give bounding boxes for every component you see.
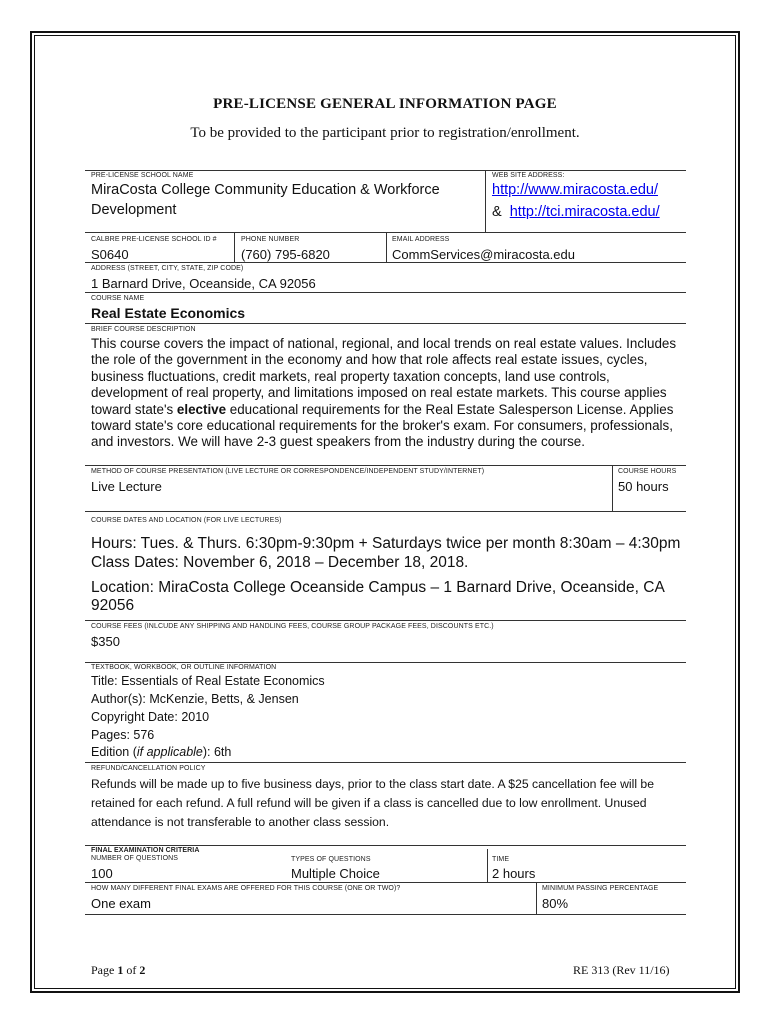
divider xyxy=(85,845,686,846)
divider xyxy=(85,762,686,763)
exam-pass-label: MINIMUM PASSING PERCENTAGE xyxy=(542,885,659,892)
divider xyxy=(85,262,686,263)
page-current: 1 xyxy=(117,963,124,977)
page-title: PRE-LICENSE GENERAL INFORMATION PAGE xyxy=(213,96,557,112)
course-desc-label: BRIEF COURSE DESCRIPTION xyxy=(91,326,196,333)
course-description xyxy=(91,336,687,451)
desc-emphasis: elective xyxy=(176,401,227,417)
class-location-line2: 92056 xyxy=(91,597,135,614)
website-label: WEB SITE ADDRESS: xyxy=(492,172,565,179)
school-name-line1: MiraCosta College Community Education & Workforce xyxy=(91,182,440,198)
school-id-label: CALBRE PRE-LICENSE SCHOOL ID # xyxy=(91,236,217,243)
website-link-text[interactable]: http://tci.miracosta.edu/ xyxy=(509,204,660,220)
exam-time-label: TIME xyxy=(492,856,510,863)
course-name-value: Real Estate Economics xyxy=(91,305,246,321)
edition-italic: if applicable xyxy=(136,745,203,759)
form-id: RE 313 (Rev 11/16) xyxy=(573,963,670,977)
textbook-pages: Pages: 576 xyxy=(91,728,155,742)
desc-text: educational requirements for the Real Estate Salesperson License. Applies toward state's core educational requirements for the broker's exam. For consumers, professionals, and investors. We will have 2-3 guest speakers from the industry during the course. xyxy=(91,401,674,450)
divider xyxy=(85,882,686,883)
divider xyxy=(485,170,486,232)
refund-policy: Refunds will be made up to five business days, prior to the class start date. A $25 cancellation fee will be retained for each refund. A full refund will be given if a class is cancelled due to low enrollment. Unused attendance is not transferable to another class session. xyxy=(91,777,654,829)
class-location-line1: Location: MiraCosta College Oceanside Campus – 1 Barnard Drive, Oceanside, CA xyxy=(91,579,665,596)
edition-suffix: ): 6th xyxy=(202,745,232,759)
page-number xyxy=(91,963,145,978)
desc-text: This course covers the impact of national, regional, and local trends on real estate values. Includes the role of the government in the economy and how that role affects real estate issues, cycles, business fluctuations, credit markets, real property taxation concepts, land use controls, development of real property, and limitations imposed on real estate markets. This course applies toward state's xyxy=(91,336,677,417)
school-name-line2: Development xyxy=(91,202,177,218)
textbook-edition xyxy=(91,745,231,759)
divider xyxy=(536,882,537,914)
divider xyxy=(386,232,387,262)
textbook-title: Title: Essentials of Real Estate Economics xyxy=(91,674,325,688)
divider xyxy=(85,465,686,466)
edition-prefix: Edition ( xyxy=(91,745,137,759)
divider xyxy=(234,232,235,262)
textbook-authors: Author(s): McKenzie, Betts, & Jensen xyxy=(91,692,299,706)
divider xyxy=(85,511,686,512)
exam-count-value: One exam xyxy=(91,896,151,911)
exam-count-label: HOW MANY DIFFERENT FINAL EXAMS ARE OFFERED FOR THIS COURSE (ONE OR TWO)? xyxy=(91,885,401,892)
divider xyxy=(612,465,613,511)
divider xyxy=(85,292,686,293)
website-link-second[interactable] xyxy=(492,204,660,220)
school-id-value: S0640 xyxy=(91,247,129,262)
hours-value: 50 hours xyxy=(618,479,669,494)
method-value: Live Lecture xyxy=(91,479,162,494)
school-name-label: PRE-LICENSE SCHOOL NAME xyxy=(91,172,194,179)
exam-criteria-label: FINAL EXAMINATION CRITERIA xyxy=(91,847,200,854)
fees-value: $350 xyxy=(91,634,120,649)
divider xyxy=(85,620,686,621)
email-label: EMAIL ADDRESS xyxy=(392,236,450,243)
textbook-copyright: Copyright Date: 2010 xyxy=(91,710,210,724)
address-value: 1 Barnard Drive, Oceanside, CA 92056 xyxy=(91,276,316,291)
textbook-label: TEXTBOOK, WORKBOOK, OR OUTLINE INFORMATION xyxy=(91,664,277,671)
page-total: 2 xyxy=(139,963,146,977)
email-value: CommServices@miracosta.edu xyxy=(392,247,575,262)
course-name-label: COURSE NAME xyxy=(91,295,145,302)
exam-num-value: 100 xyxy=(91,866,113,881)
exam-types-value: Multiple Choice xyxy=(291,866,380,881)
phone-value: (760) 795-6820 xyxy=(241,247,330,262)
exam-types-label: TYPES OF QUESTIONS xyxy=(291,856,371,863)
exam-num-label: NUMBER OF QUESTIONS xyxy=(91,855,179,862)
page-subtitle: To be provided to the participant prior to registration/enrollment. xyxy=(190,125,580,141)
divider xyxy=(85,323,686,324)
divider xyxy=(487,849,488,882)
hours-label: COURSE HOURS xyxy=(618,468,677,475)
divider xyxy=(85,914,686,915)
page-prefix: Page xyxy=(91,963,118,977)
address-label: ADDRESS (STREET, CITY, STATE, ZIP CODE) xyxy=(91,265,244,272)
website-link-text[interactable]: http://www.miracosta.edu/ xyxy=(492,182,659,198)
website-link-main[interactable] xyxy=(492,182,658,198)
divider xyxy=(85,662,686,663)
dates-label: COURSE DATES AND LOCATION (FOR LIVE LECTURES) xyxy=(91,517,282,524)
exam-time-value: 2 hours xyxy=(492,866,536,881)
fees-label: COURSE FEES (INLCUDE ANY SHIPPING AND HANDLING FEES, COURSE GROUP PACKAGE FEES, DISCOUNTS ETC.) xyxy=(91,623,494,630)
class-dates: Class Dates: November 6, 2018 – December 18, 2018. xyxy=(91,554,469,571)
class-hours: Hours: Tues. & Thurs. 6:30pm-9:30pm + Saturdays twice per month 8:30am – 4:30pm xyxy=(91,535,681,552)
method-label: METHOD OF COURSE PRESENTATION (LIVE LECTURE OR CORRESPONDENCE/INDEPENDENT STUDY/INTERNET) xyxy=(91,468,485,475)
refund-label: REFUND/CANCELLATION POLICY xyxy=(91,765,206,772)
phone-label: PHONE NUMBER xyxy=(241,236,300,243)
page-mid: of xyxy=(123,963,140,977)
ampersand: & xyxy=(492,204,502,220)
exam-pass-value: 80% xyxy=(542,896,569,911)
divider xyxy=(85,170,686,171)
